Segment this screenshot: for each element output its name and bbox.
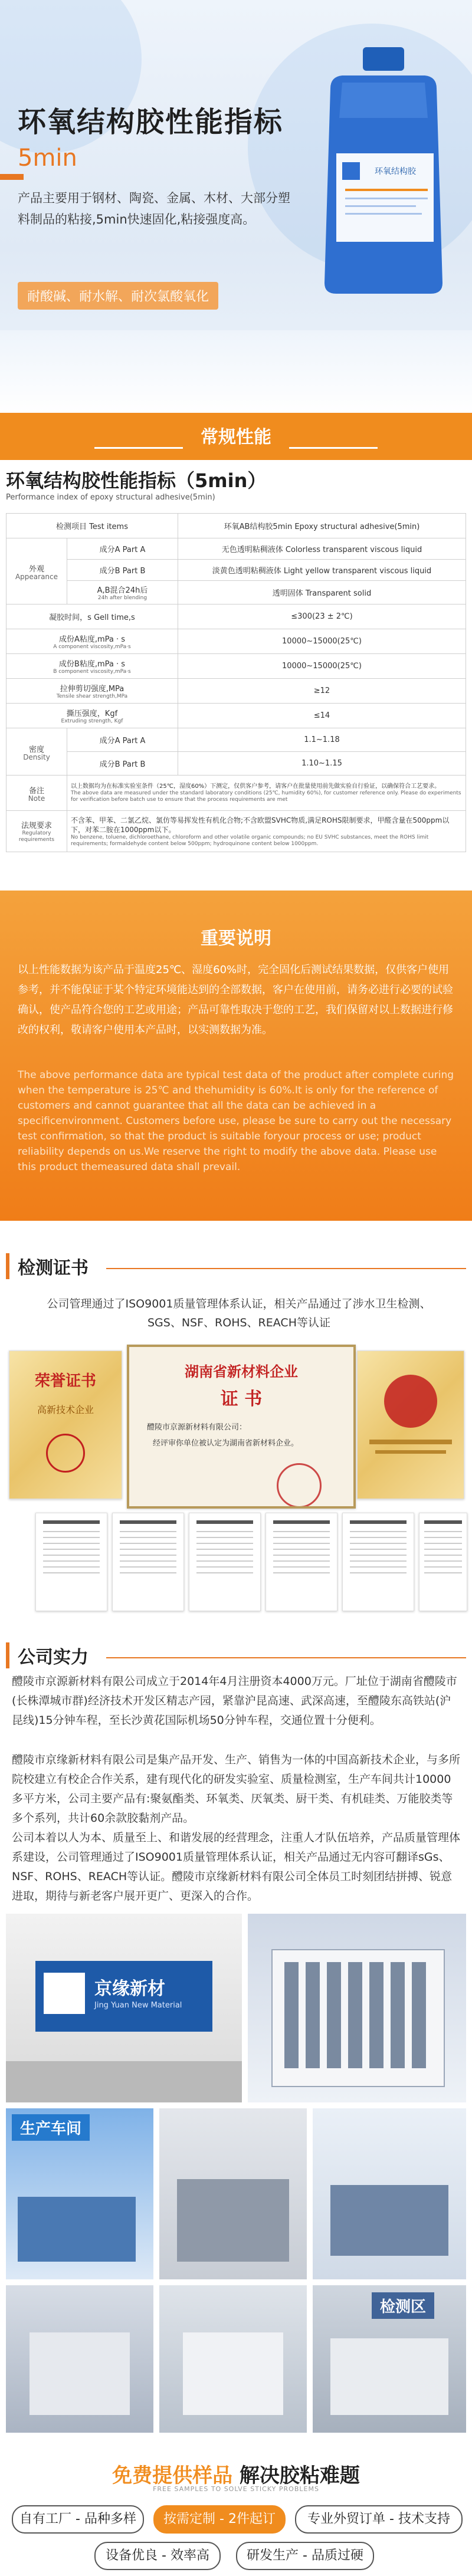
- test-report-3: [189, 1513, 261, 1611]
- test-report-1: [35, 1513, 107, 1611]
- award-certificate: [357, 1351, 464, 1499]
- hero-subtitle: 5min: [18, 144, 77, 172]
- seal-icon: [277, 1463, 322, 1508]
- honor-line: 高新技术企业: [37, 1404, 94, 1415]
- item-cell: 成分A Part A: [67, 538, 178, 560]
- hero-fade: [0, 330, 472, 413]
- test-report-4: [266, 1513, 337, 1611]
- table-row: [6, 538, 466, 560]
- company-paragraph-3: 公司本着以人为本、质量至上、和谐发展的经营理念，注重人才队伍培养，产品质量管理体系建设，公司管理通过了ISO9001质量管理体系认证，相关产品通过无内容可翻译sGs、NSF、ROHS、REACH等认证。醴陵市京缘新材料有限公司全体员工时刻团结拼搏、锐意进取，期待与新老客户展开更广、更深入的合作。: [12, 1831, 461, 1903]
- big-cert-body: 经评审你单位被认定为湖南省新材料企业。: [153, 1439, 299, 1448]
- item-cell: 成分B Part B: [67, 560, 178, 581]
- value-cell: 透明固体 Transparent solid: [178, 581, 466, 604]
- value-cell: 1.10~1.15: [178, 752, 466, 776]
- lab-photo: [313, 2108, 466, 2279]
- big-cert-title: 湖南省新材料企业: [185, 1363, 298, 1380]
- table-row: [6, 752, 466, 776]
- honor-certificate: [9, 1351, 122, 1499]
- logo-english: Jing Yuan New Material: [94, 2001, 182, 2010]
- item-cell: 拉伸剪切强度,MPa Tensile shear strength,MPa: [6, 679, 178, 704]
- feature-pill-quality: 研发生产 - 品质过硬: [236, 2542, 374, 2570]
- table-header-cell: 检测项目 Test items: [6, 514, 178, 538]
- table-row: [6, 581, 466, 604]
- notes-chinese-text: 以上性能数据为该产品于温度25℃、湿度60%时，完全固化后测试结果数据，仅供客户使用参考，并不能保证于某个特定环境能达到的全部数据，客户在使用前，请务必进行必要的试验确认，使产品符合您的工艺或用途；产品可靠性取决于您的工艺，我们保留对以上数据进行修改的权利，敬请客户使用本产品时，以实测数据为准。: [18, 964, 453, 1036]
- office-photo: [6, 1914, 242, 2102]
- value-cell: 1.1~1.18: [178, 728, 466, 752]
- section-band: [0, 413, 472, 460]
- regulation-label-cell: 法规要求 Regulatory requirements: [6, 811, 67, 852]
- value-cell: 10000~15000(25℃): [178, 629, 466, 654]
- band-line-right: [289, 447, 378, 449]
- regulation-row: [6, 811, 466, 852]
- table-header-cell: 环氧AB结构胶5min Epoxy structural adhesive(5min): [178, 514, 466, 538]
- item-cell: 成份A粘度,mPa · s A component viscosity,mPa·s: [6, 629, 178, 654]
- value-cell: 无色透明粘稠液体 Colorless transparent viscous liquid: [178, 538, 466, 560]
- value-cell: ≤300(23 ± 2℃): [178, 604, 466, 629]
- honor-title: 荣誉证书: [34, 1372, 96, 1390]
- logo-icon: [44, 1973, 85, 2014]
- item-cell: 成份B粘度,mPa · s B component viscosity,mPa·s: [6, 654, 178, 679]
- hero-title: 环氧结构胶性能指标: [18, 106, 284, 139]
- big-cert-company: 醴陵市京源新材料有限公司：: [147, 1423, 247, 1432]
- lab-bench-icon: [330, 2185, 448, 2256]
- value-cell: 淡黄色透明粘稠液体 Light yellow transparent viscous liquid: [178, 560, 466, 581]
- item-cell: 成分A Part A: [67, 728, 178, 752]
- value-cell: 10000~15000(25℃): [178, 654, 466, 679]
- company-logo-wall: [35, 1961, 212, 2032]
- product-bottle-image: [307, 47, 460, 295]
- note-cell: 以上数据均为在标准实验室条件（25℃，湿度60%）下测定，仅供客户参考，请客户在批量使用前先做实验自行验证，以确保符合工艺要求。 The above data are measured under the standard laboratory conditions (25℃, humidity 60%), for customer reference only. Please do experiments for verification before batch use to ensure that the process requirements are met: [67, 776, 466, 811]
- note-row: [6, 776, 466, 811]
- regulation-cell: 不含苯、甲苯、二氯乙烷、氯仿等易挥发性有机化合物;不含欧盟SVHC物质,满足ROHS限制要求，甲醛含量在500ppm以下，对苯二胺在1000ppm以下。 No benzene, toluene, dichloroethane, chloroform and other volatile organic compounds; no EU SVHC substances, meet the ROHS limit requirements; formaldehyde content below 500ppm; hydroquinone content below 1000ppm.: [67, 811, 466, 852]
- testing-label: 检测区: [372, 2292, 434, 2319]
- office-floor: [6, 2061, 242, 2102]
- feature-pill-factory: 自有工厂 - 品种多样: [12, 2505, 144, 2534]
- logo-text: 京缘新材: [94, 1979, 165, 1999]
- feature-pill-trade: 专业外贸订单 - 技术支持: [295, 2505, 463, 2534]
- bottle-label: 环氧结构胶: [375, 167, 416, 176]
- group-cell: 密度 Density: [6, 728, 67, 776]
- test-report-5: [342, 1513, 414, 1611]
- big-cert-word: 证 书: [220, 1389, 263, 1409]
- test-report-6: [419, 1513, 467, 1611]
- company-paragraph-1: 醴陵市京源新材料有限公司成立于2014年4月注册资本4000万元。厂址位于湖南省醴陵市(长株潭城市群)经济技术开发区精志产园，紧靠沪昆高速、武深高速，至醴陵东高铁站(沪昆线)15分钟车程，至长沙黄花国际机场50分钟车程，交通位置十分便利。: [12, 1675, 457, 1727]
- testing-photo-1: [6, 2285, 153, 2433]
- certs-title: 检测证书: [6, 1253, 88, 1279]
- certs-title-line: [106, 1268, 466, 1269]
- item-cell: A,B混合24h后 24h after blending: [67, 581, 178, 604]
- group-cell: 外观 Appearance: [6, 538, 67, 604]
- item-cell: 凝胶时间，s Gell time,s: [6, 604, 178, 629]
- item-cell: 撕压强度，Kgf Extruding strength, Kgf: [6, 704, 178, 728]
- feature-pill-custom: 按需定制 - 2件起订: [153, 2505, 286, 2534]
- table-row: [6, 560, 466, 581]
- table-row: [6, 679, 466, 704]
- instrument-icon: [30, 2332, 130, 2415]
- company-title: 公司实力: [6, 1642, 88, 1668]
- table-header-row: [6, 514, 466, 538]
- band-title: 常规性能: [201, 427, 271, 448]
- value-cell: ≤14: [178, 704, 466, 728]
- table-row: [6, 629, 466, 654]
- testing-photo-2: [159, 2285, 307, 2433]
- workshop-photo: [159, 2108, 307, 2279]
- feature-pill-equipment: 设备优良 - 效率高: [94, 2542, 221, 2570]
- test-report-2: [112, 1513, 184, 1611]
- new-material-certificate: [127, 1345, 356, 1509]
- production-photo: [6, 2108, 153, 2279]
- company-paragraph-2: 醴陵市京缘新材料有限公司是集产品开发、生产、销售为一体的中国高新技术企业，与多所院校建立有校企合作关系，建有现代化的研发实验室、质量检测室，生产车间共计10000多平方米，公司主要产品有:聚氨酯类、环氧类、厌氧类、厨干类、有机硅类、万能胶类等多个系列，共计60余款胶黏剂产品。: [12, 1753, 461, 1825]
- table-title: 环氧结构胶性能指标（5min）: [6, 469, 267, 492]
- production-label: 生产车间: [12, 2114, 90, 2141]
- company-title-line: [106, 1657, 466, 1658]
- testing-area-photo: [313, 2285, 466, 2433]
- item-cell: 成分B Part B: [67, 752, 178, 776]
- table-subtitle: Performance index of epoxy structural adhesive(5min): [6, 493, 215, 502]
- notes-english-text: The above performance data are typical test data of the product after complete curing when the temperature is 25℃ and thehumidity is 60%.It is only for the reference of customers and cannot guarantee that all the data can be achieved in a specificenvironment. Customers before use, please be sure to carry out the necessary test confirmation, so that the product is suitable foryour process or use; product reliability depends on us.We reserve the right to modify the above data. Please use this product themeasured data shall prevail.: [18, 1069, 454, 1173]
- instrument-icon: [183, 2332, 283, 2415]
- certs-description: 公司管理通过了ISO9001质量管理体系认证，相关产品通过了涉水卫生检测、SGS、NSF、ROHS、REACH等认证: [47, 1297, 431, 1329]
- building-photo: [248, 1914, 466, 2102]
- notes-title: 重要说明: [201, 928, 271, 949]
- note-label-cell: 备注 Note: [6, 776, 67, 811]
- table-row: [6, 704, 466, 728]
- free-sample-subtitle: FREE SAMPLES TO SOLVE STICKY PROBLEMS: [153, 2485, 319, 2493]
- building-icon: [271, 1949, 445, 2087]
- table-row: [6, 604, 466, 629]
- important-notes-panel: [0, 891, 472, 1221]
- award-line: [369, 1440, 452, 1444]
- instrument-icon: [330, 2338, 448, 2415]
- award-emblem-icon: [384, 1375, 437, 1428]
- hero-feature-tag: 耐酸碱、耐水解、耐次氯酸氧化: [18, 282, 218, 310]
- table-row: [6, 728, 466, 752]
- machine-icon: [18, 2197, 136, 2262]
- value-cell: ≥12: [178, 679, 466, 704]
- performance-table: [6, 513, 466, 852]
- equipment-icon: [177, 2179, 289, 2262]
- hero-description: 产品主要用于钢材、陶瓷、金属、木材、大部分塑料制品的粘接,5min快速固化,粘接强度高。: [18, 191, 290, 226]
- hero-accent-bar: [0, 174, 24, 180]
- free-sample-title: 免费提供样品 解决胶粘难题: [112, 2464, 360, 2488]
- table-row: [6, 654, 466, 679]
- award-line: [375, 1450, 446, 1454]
- seal-icon: [46, 1434, 85, 1473]
